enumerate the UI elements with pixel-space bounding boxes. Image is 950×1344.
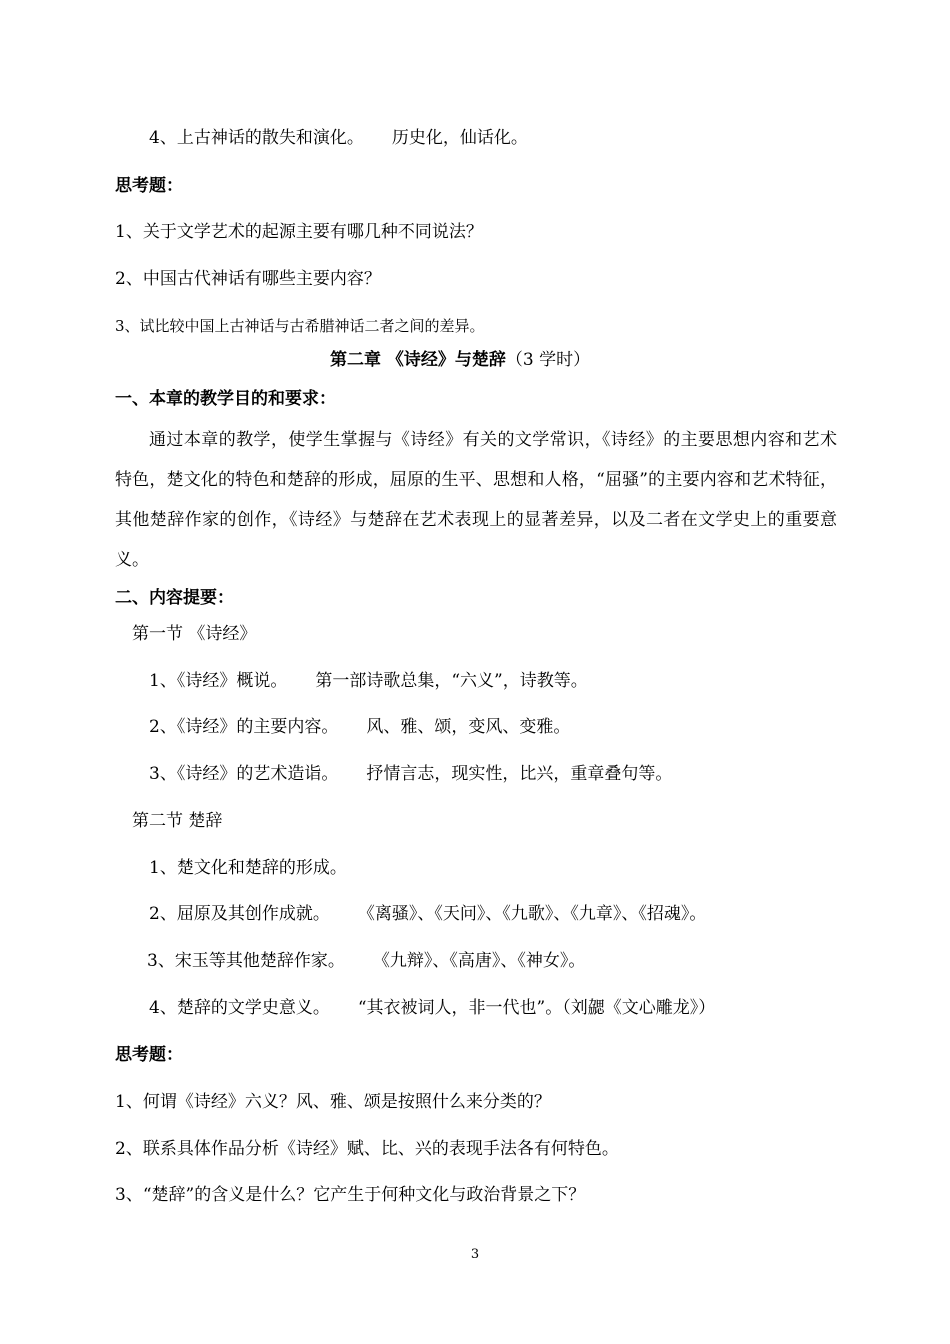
item-content: 《九辩》、《高唐》、《神女》。 (372, 951, 586, 971)
list-item (147, 951, 585, 971)
list-item (149, 128, 528, 148)
item-label: 1、《诗经》概说。 (149, 671, 288, 691)
subsection-title: 第二节 楚辞 (132, 811, 223, 831)
chapter-title: 第二章 《诗经》与楚辞 (330, 350, 506, 370)
list-item (149, 858, 347, 878)
list-item (149, 764, 672, 784)
chapter-heading (330, 350, 590, 370)
section-heading: 二、内容提要： (115, 588, 234, 608)
section-heading: 一、本章的教学目的和要求： (115, 389, 336, 409)
question-item: 3、试比较中国上古神话与古希腊神话二者之间的差异。 (115, 317, 485, 335)
item-label: 2、屈原及其创作成就。 (149, 904, 330, 924)
item-content: 抒情言志，现实性，比兴，重章叠句等。 (366, 764, 673, 784)
item-content: “其衣被词人，非一代也”。（刘勰《文心雕龙》） (357, 998, 716, 1018)
questions-heading: 思考题： (115, 1045, 183, 1065)
item-content: 风、雅、颂，变风、变雅。 (366, 717, 571, 737)
question-item: 1、何谓《诗经》六义？风、雅、颂是按照什么来分类的？ (115, 1092, 551, 1112)
list-item (149, 717, 570, 737)
item-label: 3、宋玉等其他楚辞作家。 (147, 951, 345, 971)
objectives-paragraph: 通过本章的教学，使学生掌握与《诗经》有关的文学常识，《诗经》的主要思想内容和艺术特色，楚文化的特色和楚辞的形成，屈原的生平、思想和人格，“屈骚”的主要内容和艺术特征，其他楚辞作家的创作，《诗经》与楚辞在艺术表现上的显著差异，以及二者在文学史上的重要意义。 (115, 430, 837, 570)
question-item: 2、中国古代神话有哪些主要内容？ (115, 269, 381, 289)
question-item: 1、关于文学艺术的起源主要有哪几种不同说法？ (115, 222, 483, 242)
item-content: 第一部诗歌总集，“六义”，诗教等。 (315, 671, 588, 691)
item-label: 4、上古神话的散失和演化。 (149, 128, 364, 148)
question-item: 2、联系具体作品分析《诗经》赋、比、兴的表现手法各有何特色。 (115, 1139, 619, 1159)
chapter-hours: （3 学时） (505, 350, 591, 370)
item-label: 4、楚辞的文学史意义。 (149, 998, 330, 1018)
subsection-title: 第一节 《诗经》 (132, 624, 257, 644)
questions-heading: 思考题： (115, 176, 183, 196)
item-label: 3、《诗经》的艺术造诣。 (149, 764, 339, 784)
list-item (149, 671, 588, 691)
item-content: 历史化，仙话化。 (391, 128, 528, 148)
page-number: 3 (470, 1247, 480, 1262)
question-item: 3、“楚辞”的含义是什么？它产生于何种文化与政治背景之下？ (115, 1185, 586, 1205)
list-item (149, 998, 715, 1018)
item-content: 《离骚》、《天问》、《九歌》、《九章》、《招魂》。 (357, 904, 707, 924)
list-item (149, 904, 706, 924)
item-label: 1、楚文化和楚辞的形成。 (149, 858, 347, 878)
item-label: 2、《诗经》的主要内容。 (149, 717, 339, 737)
